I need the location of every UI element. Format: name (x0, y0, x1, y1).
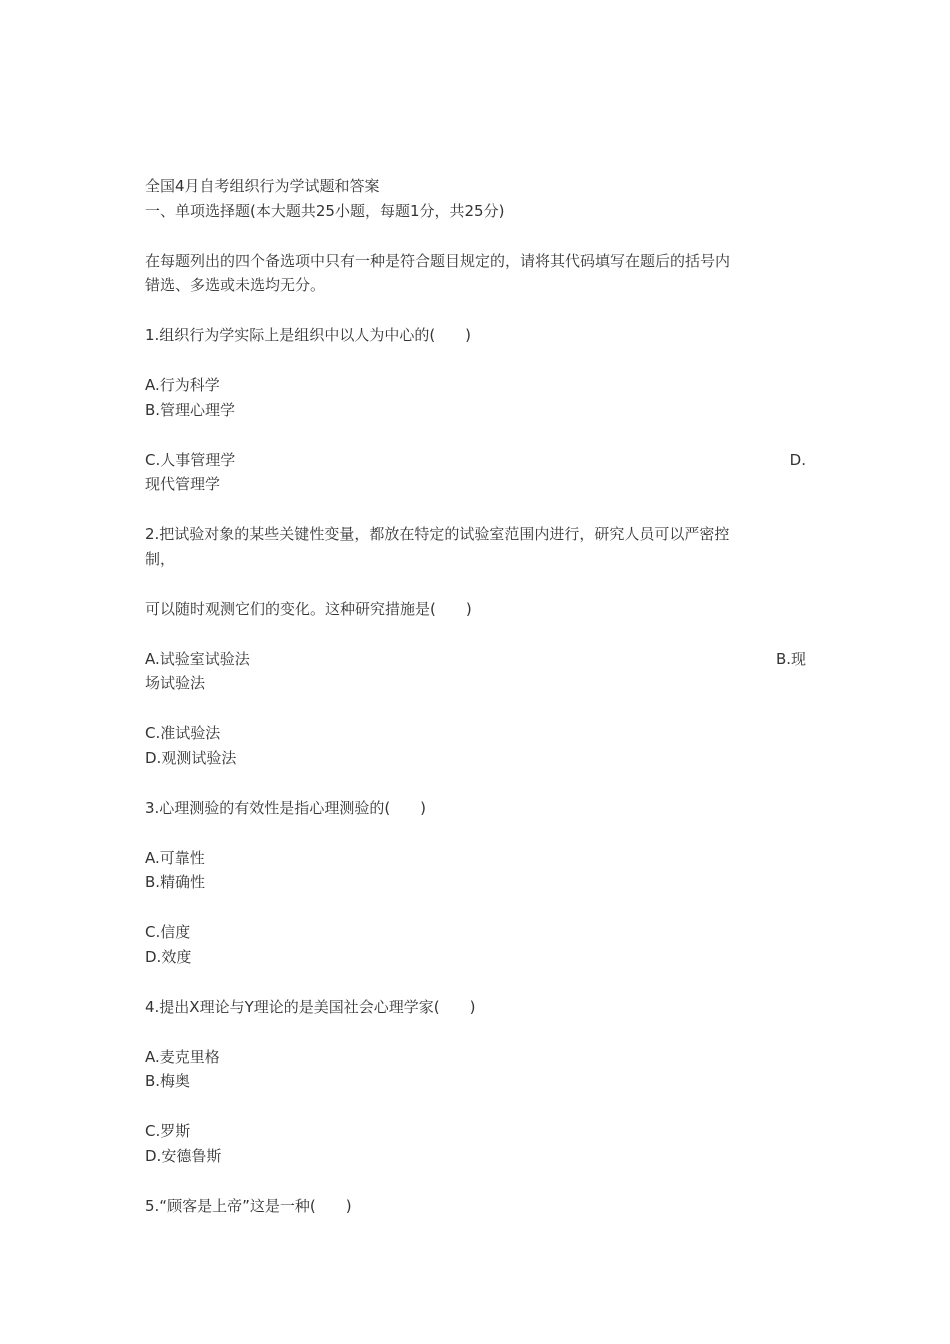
question-1-option-d-tail: 现代管理学 (145, 475, 221, 493)
question-3-option-b: B.精确性 (145, 873, 206, 891)
question-2-option-b-tail: 场试验法 (145, 674, 206, 692)
section-heading: 一、单项选择题(本大题共25小题，每题1分，共25分) (145, 201, 505, 220)
question-4-option-c: C.罗斯 (145, 1122, 191, 1140)
question-4-option-d: D.安德鲁斯 (145, 1146, 222, 1165)
question-1-stem: 1.组织行为学实际上是组织中以人为中心的( ) (145, 326, 472, 344)
question-2-option-c: C.准试验法 (145, 724, 221, 742)
question-2-option-row (145, 647, 806, 672)
document-title: 全国4月自考组织行为学试题和答案 (145, 177, 380, 195)
question-5-stem: 5.“顾客是上帝”这是一种( ) (145, 1196, 352, 1215)
question-2-option-a: A.试验室试验法 (145, 649, 250, 668)
instructions-line-1: 在每题列出的四个备选项中只有一种是符合题目规定的，请将其代码填写在题后的括号内 (145, 251, 731, 270)
question-3-option-c: C.信度 (145, 923, 191, 941)
question-1-option-row (145, 448, 806, 473)
question-4-option-a: A.麦克里格 (145, 1047, 220, 1066)
question-3-option-d: D.效度 (145, 947, 192, 966)
question-2-stem-line-2: 制， (145, 549, 176, 568)
question-4-option-b: B.梅奥 (145, 1072, 191, 1090)
question-2-option-d: D.观测试验法 (145, 748, 237, 767)
question-2-stem-line-3: 可以随时观测它们的变化。这种研究措施是( ) (145, 599, 472, 618)
question-1-option-c: C.人事管理学 (145, 450, 236, 469)
question-1-option-a: A.行为科学 (145, 376, 220, 394)
document-body (145, 174, 806, 1218)
question-2-option-b-head: B.现 (775, 649, 806, 668)
question-2-stem-line-1: 2.把试验对象的某些关键性变量，都放在特定的试验室范围内进行，研究人员可以严密控 (145, 525, 730, 543)
question-4-stem: 4.提出X理论与Y理论的是美国社会心理学家( ) (145, 997, 476, 1016)
question-1-option-d-head: D. (789, 450, 806, 469)
question-3-option-a: A.可靠性 (145, 848, 205, 867)
question-3-stem: 3.心理测验的有效性是指心理测验的( ) (145, 798, 427, 817)
question-1-option-b: B.管理心理学 (145, 400, 236, 419)
instructions-line-2: 错选、多选或未选均无分。 (145, 276, 326, 294)
